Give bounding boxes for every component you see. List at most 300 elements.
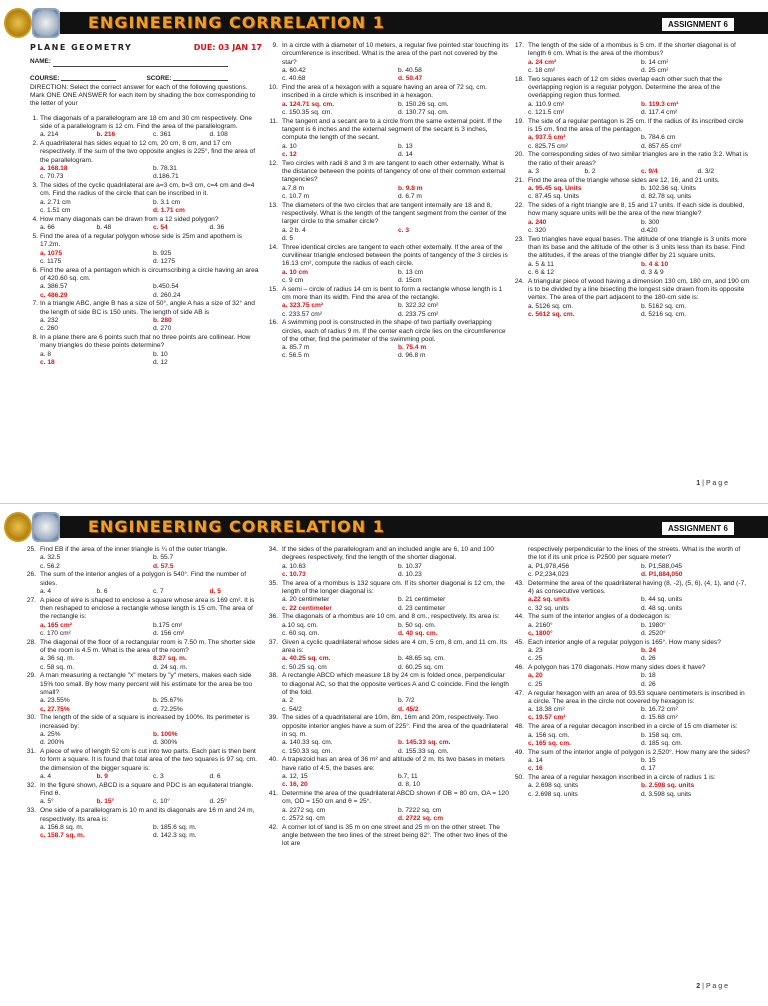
question-number: 47. bbox=[514, 689, 524, 697]
answer-option[interactable]: d. 200% bbox=[40, 739, 65, 747]
answer-option[interactable]: b. 185.6 sq. m. bbox=[153, 823, 197, 831]
answer-option[interactable]: a.7.8 m bbox=[282, 184, 304, 192]
answer-option-correct[interactable]: a.22 sq. units bbox=[528, 596, 570, 604]
answer-option[interactable]: c. 58 sq. m. bbox=[40, 663, 75, 671]
answer-option[interactable]: d. 156 cm² bbox=[153, 629, 185, 637]
answer-option-correct[interactable]: c. 16, 20 bbox=[282, 781, 308, 789]
answer-option[interactable]: b.450.54 bbox=[153, 283, 179, 291]
name-label: NAME: bbox=[30, 58, 51, 66]
answer-option[interactable]: c. 25 bbox=[528, 680, 543, 688]
answer-option[interactable]: c. 150.33 sq. cm. bbox=[282, 747, 333, 755]
question-item bbox=[514, 664, 750, 689]
question-number: 7. bbox=[32, 300, 38, 308]
answer-option[interactable]: c. 25 bbox=[528, 655, 543, 663]
answer-option[interactable]: a. 20 centimeter bbox=[282, 596, 330, 604]
answer-option[interactable]: c. 10.7 m bbox=[282, 192, 310, 200]
answer-option[interactable]: c. 7 bbox=[153, 587, 164, 595]
question-text: The area of a regular decagon inscribed in a circle of 15 cm diameter is: bbox=[528, 723, 738, 731]
answer-option[interactable]: b. 44 sq. units bbox=[641, 596, 683, 604]
course-input-line[interactable] bbox=[61, 75, 116, 81]
answer-options bbox=[282, 101, 510, 118]
answer-option[interactable]: c. 121.5 cm² bbox=[528, 108, 565, 116]
answer-option[interactable]: d. 25 cm² bbox=[641, 66, 669, 74]
answer-option[interactable]: c. 54/2 bbox=[282, 705, 302, 713]
answer-option-correct[interactable]: c. 54 bbox=[153, 224, 168, 232]
answer-option-correct[interactable]: a. 168.18 bbox=[40, 165, 68, 173]
answer-option[interactable]: b. 55.7 bbox=[153, 554, 174, 562]
answer-option-correct[interactable]: b. 24 bbox=[641, 647, 657, 655]
answer-option[interactable]: d. 25° bbox=[209, 798, 227, 806]
answer-option-correct[interactable]: c. 5612 sq. cm. bbox=[528, 311, 575, 318]
answer-option[interactable]: a. 156.8 sq. m. bbox=[40, 823, 84, 831]
page-number-separator: | bbox=[702, 983, 704, 990]
answer-option-correct[interactable]: d. 50.47 bbox=[398, 75, 423, 83]
answer-option[interactable]: b. 13 cm bbox=[398, 268, 424, 276]
question-text: The diagonals of a parallelogram are 18 cm and 30 cm respectively. One side of a parallelogram is 12 cm. Find the area of the parallelogram. bbox=[40, 114, 253, 131]
answer-option-correct[interactable]: a. 323.75 cm² bbox=[282, 302, 324, 310]
answer-option[interactable]: c. 1.51 cm bbox=[40, 207, 71, 215]
answer-option[interactable]: b. 14 cm² bbox=[641, 58, 669, 66]
answer-option[interactable]: b. 3.1 cm bbox=[153, 198, 181, 206]
answer-option[interactable]: d. 23 centimeter bbox=[398, 604, 446, 612]
answer-option[interactable]: b. 925 bbox=[153, 249, 172, 257]
page1-column-1 bbox=[30, 42, 262, 368]
answer-option[interactable]: b.175 cm² bbox=[153, 621, 183, 629]
answer-option[interactable]: c. 40.68 bbox=[282, 75, 306, 83]
answer-option[interactable]: d. 12 bbox=[153, 358, 168, 366]
question-text: A regular hexagon with an area of 93.53 square centimeters is inscribed in a circle. The area in the circle not covered by hexagon is: bbox=[528, 689, 745, 705]
answer-option-correct[interactable]: 8.27 sq. m. bbox=[153, 655, 187, 663]
question-text: The diagonals of a rhombus are 10 cm. and 8 cm., respectively. Its area is: bbox=[282, 613, 500, 621]
answer-option-correct[interactable]: d. 57.5 bbox=[153, 562, 174, 570]
answer-option[interactable]: d. 130.77 sq. cm. bbox=[398, 108, 449, 116]
university-seal-logo bbox=[4, 512, 32, 542]
answer-options bbox=[40, 165, 262, 182]
answer-option-correct[interactable]: a. 240 bbox=[528, 218, 547, 226]
answer-option[interactable]: d. 26 bbox=[641, 680, 656, 688]
answer-option[interactable]: c. 2572 sq. cm bbox=[282, 815, 325, 822]
answer-option[interactable]: b. 102.36 sq. Units bbox=[641, 185, 696, 193]
question-item bbox=[26, 546, 262, 571]
answer-option[interactable]: d. 3.598 sq. units bbox=[641, 790, 692, 798]
answer-options bbox=[528, 303, 750, 320]
answer-option-correct[interactable]: c. 16 bbox=[528, 765, 543, 773]
question-number: 31. bbox=[26, 748, 36, 756]
answer-option[interactable]: d. 2520° bbox=[641, 629, 666, 637]
page2-column-3 bbox=[514, 546, 750, 799]
answer-option-correct[interactable]: b. 2.598 sq. units bbox=[641, 782, 695, 790]
answer-option-correct[interactable]: c. 486.29 bbox=[40, 291, 68, 299]
question-number: 14. bbox=[268, 243, 278, 251]
answer-option[interactable]: a. 2272 sq. cm bbox=[282, 806, 326, 814]
question-number: 20. bbox=[514, 151, 524, 159]
answer-option[interactable]: d.186.71 bbox=[153, 173, 179, 181]
question-item bbox=[514, 117, 750, 151]
answer-option[interactable]: b. 50 sq. cm. bbox=[398, 621, 436, 629]
question-number: 27. bbox=[26, 596, 36, 604]
answer-option[interactable]: b. 7222 sq. cm bbox=[398, 806, 442, 814]
answer-option[interactable]: a. 2.698 sq. units bbox=[528, 782, 579, 790]
question-number: 1. bbox=[32, 114, 38, 122]
answer-option[interactable]: c. 87.45 sq. Units bbox=[528, 193, 579, 201]
answer-options bbox=[40, 554, 262, 571]
question-list bbox=[30, 115, 262, 367]
answer-option[interactable]: d. 3/2 bbox=[697, 167, 714, 175]
answer-option[interactable]: c. 56.5 m bbox=[282, 352, 310, 360]
question-item bbox=[30, 300, 262, 333]
question-text: Find EB if the area of the inner triangle is ¼ of the outer triangle. bbox=[40, 546, 228, 553]
page-number bbox=[696, 480, 728, 487]
question-item bbox=[514, 638, 750, 664]
question-number: 34. bbox=[268, 546, 278, 553]
page1-column-2 bbox=[268, 42, 510, 361]
answer-option[interactable]: d. 6 bbox=[209, 773, 221, 781]
answer-option[interactable]: d. 60.25 sq. cm bbox=[398, 663, 444, 671]
answer-option[interactable]: c. 260 bbox=[40, 325, 58, 333]
question-text: Two circles with radii 8 and 3 m are tangent to each other externally. What is the distance between the points of tangency of one of their common external tangencies? bbox=[282, 159, 506, 184]
answer-option[interactable]: d. 5216 sq. cm. bbox=[641, 311, 687, 318]
answer-option-correct[interactable]: a. 124.71 sq. cm. bbox=[282, 100, 335, 108]
answer-option-correct[interactable]: c. 12 bbox=[282, 150, 297, 158]
answer-option[interactable]: d. 233.75 cm² bbox=[398, 310, 439, 318]
answer-option[interactable]: a. 110.9 cm² bbox=[528, 100, 565, 108]
answer-option[interactable]: a. 23.55% bbox=[40, 697, 70, 705]
answer-option[interactable]: c. 18 cm² bbox=[528, 66, 556, 74]
answer-option[interactable]: a. 5126 sq. cm. bbox=[528, 302, 574, 310]
answer-option[interactable]: c. 56.2 bbox=[40, 562, 60, 570]
answer-option[interactable]: d. 142.3 sq. m. bbox=[153, 832, 197, 840]
answer-option[interactable]: c. 3 bbox=[153, 773, 164, 781]
answer-option[interactable]: b. 300 bbox=[641, 218, 660, 226]
question-number: 4. bbox=[32, 215, 38, 223]
answer-option[interactable]: b. 15 bbox=[641, 756, 656, 764]
question-number: 21. bbox=[514, 176, 524, 184]
question-number: 29. bbox=[26, 672, 36, 680]
answer-option[interactable]: c. 170 cm² bbox=[40, 629, 71, 637]
answer-option[interactable]: b. 322.32 cm² bbox=[398, 302, 439, 310]
answer-option-correct[interactable]: d. P1,884,050 bbox=[641, 570, 683, 578]
answer-option[interactable]: c. 10° bbox=[153, 798, 170, 806]
answer-option-correct[interactable]: b. 9.8 m bbox=[398, 184, 423, 192]
answer-option[interactable]: a. 2 bbox=[282, 697, 293, 705]
answer-option[interactable]: b. 5162 sq. cm. bbox=[641, 302, 687, 310]
answer-option-correct[interactable]: c. 22 centimeter bbox=[282, 604, 332, 612]
answer-option[interactable]: c. P2,234,023 bbox=[528, 570, 569, 578]
question-number: 44. bbox=[514, 613, 524, 621]
answer-option[interactable]: c. 50.25 sq. cm bbox=[282, 663, 327, 671]
answer-option[interactable]: d. 26 bbox=[641, 655, 656, 663]
answer-option[interactable]: a. 386.57 bbox=[40, 283, 68, 291]
answer-option[interactable]: b. 784.6 cm bbox=[641, 134, 676, 142]
question-text: A semi – circle of radius 14 cm is bent to form a rectangle whose length is 1 cm more than its width. Find the area of the rectangle. bbox=[282, 285, 503, 301]
answer-option[interactable]: a. 85.7 m bbox=[282, 344, 310, 352]
question-item bbox=[26, 714, 262, 747]
answer-options bbox=[528, 732, 750, 749]
answer-option-correct[interactable]: b. 15° bbox=[96, 798, 115, 806]
answer-option[interactable]: c. 2.698 sq. units bbox=[528, 790, 578, 798]
answer-options bbox=[282, 807, 510, 824]
answer-options bbox=[40, 731, 262, 748]
question-number: 48. bbox=[514, 723, 524, 731]
answer-option[interactable]: d. 155.33 sq. cm. bbox=[398, 747, 449, 755]
answer-option-correct[interactable]: d. 5 bbox=[209, 587, 221, 595]
question-item bbox=[26, 748, 262, 781]
worksheet-title-row bbox=[30, 44, 262, 52]
answer-options bbox=[528, 622, 750, 639]
question-number: 15. bbox=[268, 285, 278, 293]
assignment-badge: ASSIGNMENT 6 bbox=[662, 522, 734, 535]
answer-option-correct[interactable]: b. 9 bbox=[96, 773, 108, 781]
answer-option[interactable]: a. 214 bbox=[40, 131, 59, 139]
answer-option[interactable]: d. 260.24 bbox=[153, 291, 181, 299]
answer-option[interactable]: d. 117.4 cm² bbox=[641, 108, 678, 116]
answer-option[interactable]: d. 15cm bbox=[398, 276, 422, 284]
answer-options bbox=[528, 563, 750, 580]
question-item bbox=[30, 267, 262, 300]
answer-option[interactable]: a. 66 bbox=[40, 224, 55, 232]
answer-option[interactable]: d. 14 bbox=[398, 150, 413, 158]
question-item bbox=[30, 216, 262, 233]
answer-option[interactable]: b. 10.37 bbox=[398, 562, 422, 570]
question-text: A man measuring a rectangle "x" meters by "y" meters, makes each side 15% too small. By how many percent will his estimate for the area be too small? bbox=[40, 672, 253, 697]
answer-option[interactable]: a. 5 & 11 bbox=[528, 260, 554, 268]
question-text: The sum of the interior angles of a dodecagon is: bbox=[528, 613, 671, 621]
question-text: The sides of a quadrilateral are 10m, 8m, 16m and 20m, respectively. Two opposite interior angles have a sum of 225°. Find the area of the quadrilateral in sq. m. bbox=[282, 714, 508, 739]
answer-option[interactable]: b. 13 bbox=[398, 142, 413, 150]
answer-option-correct[interactable]: a. 24 cm² bbox=[528, 58, 557, 66]
answer-options bbox=[282, 739, 510, 756]
answer-option[interactable]: b. 1980° bbox=[641, 621, 666, 629]
answer-option[interactable]: d. 15.68 cm² bbox=[641, 714, 678, 722]
answer-option[interactable]: b. 48 bbox=[96, 224, 112, 232]
answer-option[interactable]: d. 300% bbox=[153, 739, 178, 747]
answer-option[interactable]: c. 150.35 sq. cm. bbox=[282, 108, 333, 116]
answer-option[interactable]: c. 60 sq. cm. bbox=[282, 629, 320, 637]
answer-options bbox=[40, 798, 262, 806]
answer-option[interactable]: a. 4 bbox=[40, 587, 51, 595]
answer-option[interactable]: a. 60.42 bbox=[282, 66, 306, 74]
answer-option[interactable]: d. 17 bbox=[641, 765, 656, 773]
answer-option[interactable]: d. 48 sq. units bbox=[641, 604, 683, 612]
answer-option-correct[interactable]: a. 20 bbox=[528, 672, 543, 680]
answer-option-correct[interactable]: b. 100% bbox=[153, 731, 178, 739]
question-item bbox=[514, 42, 750, 75]
answer-option-correct[interactable]: d. 40 sq. cm. bbox=[398, 629, 438, 637]
answer-option[interactable]: a. 5° bbox=[40, 798, 54, 806]
answer-option[interactable]: b. P1,588,045 bbox=[641, 562, 683, 570]
question-text: Each interior angle of a regular polygon is 165°. How many sides? bbox=[528, 638, 721, 646]
answer-option-correct[interactable]: a. 10 cm bbox=[282, 268, 309, 276]
question-number: 3. bbox=[32, 182, 38, 190]
answer-option[interactable]: a. 25% bbox=[40, 731, 61, 739]
question-item bbox=[514, 202, 750, 235]
answer-option[interactable]: a. 232 bbox=[40, 316, 59, 324]
question-text: respectively perpendicular to the lines of the streets. What is the worth of the lot if its unit price is P2500 per square meter? bbox=[528, 546, 741, 562]
answer-option[interactable]: b. 158 sq. cm. bbox=[641, 731, 683, 739]
answer-option[interactable]: d. 96.8 m bbox=[398, 352, 426, 360]
answer-option[interactable]: a. 8 bbox=[40, 350, 51, 358]
answer-option[interactable]: d. 857.65 cm² bbox=[641, 142, 682, 150]
answer-options bbox=[282, 269, 510, 286]
answer-option[interactable]: b. 25.67% bbox=[153, 697, 183, 705]
answer-option[interactable]: b. 2 bbox=[584, 167, 596, 175]
answer-option[interactable]: a. 140.33 sq. cm. bbox=[282, 739, 333, 747]
question-text: The tangent and a secant are to a circle from the same external point. If the tangent is 6 inches and the external segment of the secant is 3 inches, compute the length of the secant. bbox=[282, 117, 502, 142]
answer-option[interactable]: d. 10.23 bbox=[398, 570, 422, 578]
answer-option[interactable]: c. 70.73 bbox=[40, 173, 64, 181]
question-item bbox=[30, 182, 262, 215]
answer-option-correct[interactable]: a. 1075 bbox=[40, 249, 62, 257]
answer-option[interactable]: c. 233.57 cm² bbox=[282, 310, 322, 318]
answer-option[interactable]: b. 78.31 bbox=[153, 165, 177, 173]
answer-option[interactable]: d.420 bbox=[641, 227, 658, 235]
answer-option[interactable]: c. 361 bbox=[153, 131, 171, 139]
answer-options bbox=[40, 655, 262, 672]
answer-option[interactable]: d. 72.25% bbox=[153, 705, 183, 713]
answer-option[interactable]: a. P1,978,456 bbox=[528, 562, 570, 570]
answer-option[interactable]: a. 14 bbox=[528, 756, 543, 764]
answer-option-correct[interactable]: b. 4 & 10 bbox=[641, 260, 669, 268]
question-text: The corresponding sides of two similar triangles are in the ratio 3:2. What is the ratio of their areas? bbox=[528, 151, 748, 167]
answer-option[interactable]: d. 6.7 m bbox=[398, 192, 422, 200]
answer-options bbox=[528, 185, 750, 202]
answer-option[interactable]: a. 2 b. 4 bbox=[282, 226, 306, 234]
question-number: 35. bbox=[268, 579, 278, 587]
page-number-separator: | bbox=[702, 480, 704, 487]
question-number: 6. bbox=[32, 266, 38, 274]
answer-option[interactable]: a. 32.5 bbox=[40, 554, 61, 562]
answer-option[interactable]: b. 7/2 bbox=[398, 697, 415, 705]
answer-option-correct[interactable]: c. 9/4 bbox=[641, 167, 658, 175]
answer-options bbox=[40, 317, 262, 334]
answer-option-correct[interactable]: a. 165 cm² bbox=[40, 621, 72, 629]
answer-option[interactable]: a. 23 bbox=[528, 647, 543, 655]
answer-option-correct[interactable]: b. 145.33 sq. cm. bbox=[398, 739, 451, 747]
question-text: A triangular piece of wood having a dimension 130 cm, 180 cm, and 190 cm is to be divided by a line bisecting the longest side drawn from its opposite vertex. The area of the part adjacent to the 180-cm side is: bbox=[528, 277, 750, 302]
question-item bbox=[269, 117, 510, 159]
answer-option[interactable]: a. 36 sq. m. bbox=[40, 655, 75, 663]
answer-option[interactable]: b.7, 11 bbox=[398, 773, 418, 781]
question-text: Determine the area of the quadrilateral having (8, -2), (5, 6), (4, 1), and (-7, 4) as consecutive vertices. bbox=[528, 579, 747, 595]
answer-option[interactable]: d. 82.78 sq. units bbox=[641, 193, 692, 201]
department-seal-logo bbox=[32, 512, 60, 542]
page-number bbox=[696, 983, 728, 990]
answer-option-correct[interactable]: c. 10.73 bbox=[282, 570, 306, 578]
course-label: COURSE: bbox=[30, 74, 60, 82]
score-input-line[interactable] bbox=[173, 75, 228, 81]
answer-option-correct[interactable]: b. 280 bbox=[153, 316, 172, 324]
answer-option-correct[interactable]: c. 158.7 sq. m. bbox=[40, 832, 85, 840]
answer-option[interactable]: d. 1275 bbox=[153, 257, 175, 265]
answer-option[interactable]: c. 32 sq. units bbox=[528, 604, 569, 612]
answer-option-correct[interactable]: d. 45/2 bbox=[398, 705, 419, 713]
answer-options bbox=[282, 344, 510, 361]
answer-option[interactable]: a. 10.63 bbox=[282, 562, 306, 570]
answer-options bbox=[282, 143, 510, 160]
answer-option[interactable]: d. 5 bbox=[282, 234, 293, 242]
answer-option-correct[interactable]: d. 1.71 cm bbox=[153, 207, 185, 215]
answer-options bbox=[282, 596, 510, 613]
question-item bbox=[30, 233, 262, 266]
answer-option[interactable]: d. 185 sq. cm. bbox=[641, 739, 683, 747]
question-text: A swimming pool is constructed in the shape of two partially overlapping circles, each of radius 9 m. If the center each circle lies on the circumference of the other, find the perimeter of the swimming pool. bbox=[282, 319, 506, 343]
answer-option[interactable]: c. 9 cm bbox=[282, 276, 304, 284]
answer-option[interactable]: d. 108 bbox=[209, 131, 228, 139]
answer-option[interactable]: b. 150.26 sq. cm. bbox=[398, 100, 449, 108]
answer-option-correct[interactable]: c. 18 bbox=[40, 358, 55, 366]
answer-option[interactable]: c. 825.75 cm² bbox=[528, 142, 568, 150]
question-item bbox=[514, 689, 750, 723]
answer-option[interactable]: a. 2.71 cm bbox=[40, 198, 71, 206]
answer-option-correct[interactable]: b. 119.3 cm² bbox=[641, 100, 679, 108]
question-text: A trapezoid has an area of 36 m² and altitude of 2 m. Its two bases in meters have ratio of 4:5, the bases are: bbox=[282, 756, 505, 772]
answer-option[interactable]: a. 18.38 cm² bbox=[528, 706, 565, 714]
answer-options bbox=[40, 622, 262, 639]
answer-option[interactable]: b. 48.65 sq. cm. bbox=[398, 655, 445, 663]
answer-option-correct[interactable]: c. 3 bbox=[398, 226, 409, 234]
question-number: 41. bbox=[268, 790, 278, 798]
answer-option[interactable]: a. 4 bbox=[40, 773, 51, 781]
answer-option-correct[interactable]: a. 937.5 cm² bbox=[528, 134, 566, 142]
answer-option[interactable]: a. 12, 15 bbox=[282, 773, 308, 781]
answer-option[interactable]: d. 3 & 9 bbox=[641, 269, 664, 277]
answer-option[interactable]: b. 10 bbox=[153, 350, 168, 358]
answer-option[interactable]: a. 156 sq. cm. bbox=[528, 731, 570, 739]
question-number: 11. bbox=[269, 117, 278, 125]
question-item bbox=[268, 714, 510, 755]
answer-option[interactable]: b. 6 bbox=[96, 587, 108, 595]
answer-option[interactable]: d. 8, 10 bbox=[398, 781, 420, 789]
answer-option[interactable]: a. 10 bbox=[282, 142, 297, 150]
question-text: The sides of a right triangle are 8, 15 and 17 units. If each side is doubled, how many square units will be the area of the new triangle? bbox=[528, 202, 745, 218]
question-item bbox=[26, 596, 262, 638]
answer-option-correct[interactable]: c. 27.75% bbox=[40, 705, 70, 713]
answer-option[interactable]: a. 3 bbox=[528, 167, 539, 175]
question-number: 17. bbox=[514, 42, 524, 49]
question-item bbox=[26, 571, 262, 596]
answer-option[interactable]: b. 21 centimeter bbox=[398, 596, 446, 604]
answer-option-correct[interactable]: a. 95.45 sq. Units bbox=[528, 185, 582, 193]
answer-options bbox=[528, 219, 750, 236]
answer-option[interactable]: a. 2160° bbox=[528, 621, 553, 629]
answer-option[interactable]: b. 16.72 cm² bbox=[641, 706, 678, 714]
answer-option-correct[interactable]: b. 216 bbox=[96, 131, 116, 139]
answer-option[interactable]: c. 320 bbox=[528, 227, 546, 235]
answer-option-correct[interactable]: c. 1800° bbox=[528, 629, 553, 637]
answer-option[interactable]: b. 18 bbox=[641, 672, 656, 680]
question-text: The area of a regular hexagon inscribed in a circle of radius 1 is: bbox=[528, 774, 716, 782]
answer-option-correct[interactable]: b. 75.4 m bbox=[398, 344, 427, 352]
answer-option[interactable]: d. 270 bbox=[153, 325, 172, 333]
answer-option[interactable]: d. 36 bbox=[209, 224, 225, 232]
answer-option[interactable]: b. 40.58 bbox=[398, 66, 422, 74]
name-input-line[interactable] bbox=[53, 61, 228, 67]
department-seal-logo bbox=[32, 8, 60, 38]
answer-option[interactable]: c. 6 & 12 bbox=[528, 269, 555, 277]
answer-option[interactable]: c. 1175 bbox=[40, 257, 62, 265]
answer-option-correct[interactable]: c. 165 sq. cm. bbox=[528, 739, 571, 747]
answer-option[interactable]: d. 24 sq. m. bbox=[153, 663, 188, 671]
answer-option-correct[interactable]: c. 19.57 cm² bbox=[528, 714, 566, 722]
question-list bbox=[514, 546, 750, 799]
question-item bbox=[268, 243, 510, 285]
question-text: A piece of wire is shaped to enclose a square whose area is 169 cm². It is then reshaped to enclose a rectangle whose length is 15 cm. The area of the rectangle is: bbox=[40, 596, 255, 621]
question-text: Two triangles have equal bases. The altitude of one triangle is 3 units more than its base and the altitude of the other is 3 units less than its base. Find the altitudes, if the areas of the triangle differ by 21 square units. bbox=[528, 235, 747, 260]
answer-option[interactable]: a.10 sq. cm. bbox=[282, 621, 318, 629]
answer-option-correct[interactable]: a. 40.25 sq. cm. bbox=[282, 655, 331, 663]
answer-option-correct[interactable]: d. 2722 sq. cm bbox=[398, 815, 444, 822]
page-number-value: 2 bbox=[696, 983, 701, 990]
